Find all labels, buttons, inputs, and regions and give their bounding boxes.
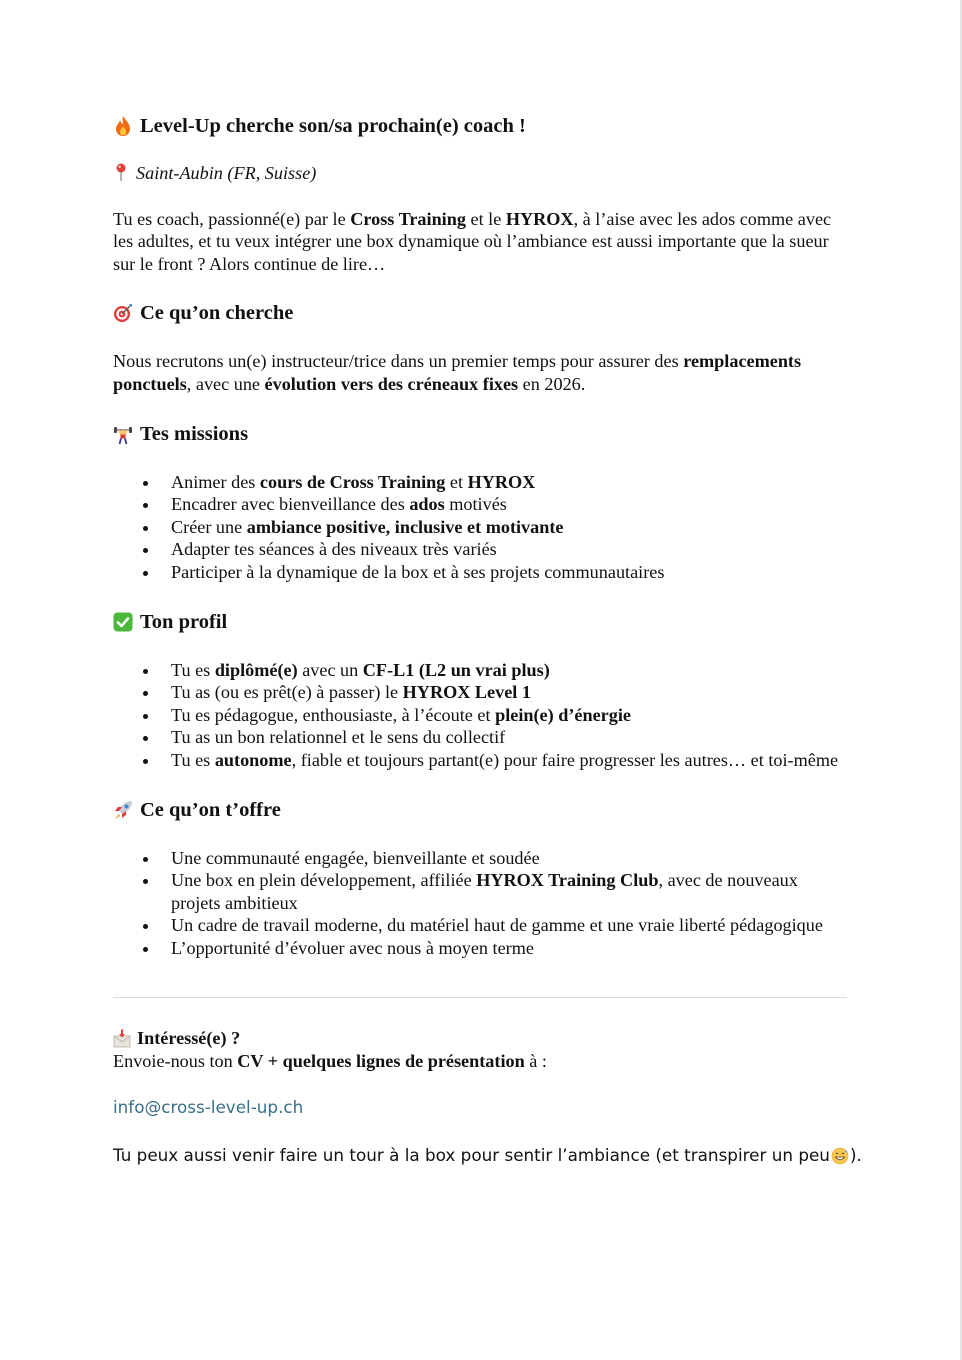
text-run: Tu as (ou es prêt(e) à passer) le	[171, 682, 403, 703]
closing-text: Tu peux aussi venir faire un tour à la box pour sentir l’ambiance (et transpirer un peu	[113, 1145, 830, 1166]
section-title-text: Ce qu’on t’offre	[140, 798, 281, 821]
check-mark-icon	[113, 611, 133, 633]
text-run: Une communauté engagée, bienveillante et soudée	[171, 847, 540, 868]
fire-icon	[113, 115, 133, 137]
bold-text: plein(e) d’énergie	[495, 704, 631, 725]
envelope-icon	[113, 1028, 131, 1050]
text-run: Tu es pédagogue, enthousiaste, à l’écoute et	[171, 704, 496, 725]
section-title-text: Ton profil	[140, 610, 228, 633]
document-body	[113, 112, 862, 1167]
profil-list	[113, 659, 849, 772]
list-item	[113, 471, 849, 494]
text-run: , fiable et toujours partant(e) pour faire progresser les autres… et toi-même	[291, 749, 839, 770]
text-run: et	[445, 471, 468, 492]
bold-text: ados	[409, 494, 445, 515]
bold-text: Cross Training	[350, 208, 466, 229]
text-run: Animer des	[171, 471, 260, 492]
list-item	[113, 914, 849, 937]
offre-list	[113, 847, 849, 960]
contact-line	[113, 1050, 849, 1073]
list-item	[113, 516, 849, 539]
section-title-cherche	[113, 299, 849, 327]
section-title-missions	[113, 420, 849, 448]
contact-title-text: Intéressé(e) ?	[137, 1028, 241, 1049]
weightlifter-icon	[113, 423, 133, 445]
text-run: avec un	[297, 659, 363, 680]
text-run: Créer une	[171, 516, 247, 537]
divider	[113, 997, 847, 998]
text-run: motivés	[444, 494, 507, 515]
text-run: Tu es	[171, 659, 215, 680]
location-text: Saint-Aubin (FR, Suisse)	[136, 163, 317, 183]
bold-text: HYROX	[505, 208, 574, 229]
contact-heading	[113, 1027, 849, 1050]
bold-text: ambiance positive, inclusive et motivante	[246, 516, 564, 537]
text-run: Envoie-nous ton	[113, 1051, 238, 1072]
text-run: L’opportunité d’évoluer avec nous à moyen terme	[171, 937, 534, 958]
text-run: Encadrer avec bienveillance des	[171, 494, 410, 515]
cherche-paragraph	[113, 350, 849, 395]
bold-text: HYROX	[467, 471, 536, 492]
list-item	[113, 847, 849, 870]
bold-text: remplacements ponctuels	[113, 351, 802, 394]
target-icon	[113, 302, 133, 324]
text-run: à :	[524, 1051, 547, 1072]
list-item	[113, 493, 849, 516]
text-run: Nous recrutons un(e) instructeur/trice dans un premier temps pour assurer des	[113, 351, 684, 372]
list-item	[113, 704, 849, 727]
list-item	[113, 869, 849, 914]
text-run: Tu es	[171, 749, 215, 770]
bold-text: HYROX Level 1	[402, 682, 531, 703]
text-run: Tu es coach, passionné(e) par le	[113, 208, 351, 229]
bold-text: autonome	[214, 749, 292, 770]
intro-paragraph	[113, 208, 849, 276]
closing-text-end: ).	[849, 1145, 862, 1166]
missions-list	[113, 471, 849, 584]
bold-text: évolution vers des créneaux fixes	[264, 373, 519, 394]
bold-text: diplômé(e)	[214, 659, 298, 680]
text-run: Une box en plein développement, affiliée	[171, 870, 477, 891]
email-link[interactable]	[113, 1096, 849, 1119]
email-link-text[interactable]: info@cross-level-up.ch	[113, 1096, 304, 1117]
rocket-icon	[113, 799, 133, 821]
section-title-profil	[113, 608, 849, 636]
text-run: Participer à la dynamique de la box et à ses projets communautaires	[171, 561, 665, 582]
list-item	[113, 726, 849, 749]
list-item	[113, 538, 849, 561]
section-title-offre	[113, 796, 849, 824]
grinning-sweat-icon	[831, 1147, 849, 1165]
list-item	[113, 937, 849, 960]
section-title-text: Ce qu’on cherche	[140, 302, 294, 325]
text-run: Adapter tes séances à des niveaux très variés	[171, 539, 497, 560]
bold-text: CV + quelques lignes de présentation	[237, 1051, 525, 1072]
text-run: en 2026.	[518, 373, 586, 394]
section-title-text: Tes missions	[140, 422, 249, 445]
text-run: Tu as un bon relationnel et le sens du collectif	[171, 727, 506, 748]
list-item	[113, 561, 849, 584]
text-run: , à l’aise avec les ados comme avec les adultes, et tu veux intégrer une box dynamique où l’ambiance est aussi importante que la sueur sur le front ? Alors continue de lire…	[113, 208, 832, 274]
title-text: Level-Up cherche son/sa prochain(e) coach !	[140, 115, 526, 137]
text-run: et le	[465, 208, 506, 229]
text-run: , avec une	[186, 373, 265, 394]
closing-paragraph	[113, 1144, 862, 1167]
bold-text: HYROX Training Club	[476, 870, 659, 891]
document-title	[113, 112, 849, 140]
bold-text: cours de Cross Training	[259, 471, 446, 492]
list-item	[113, 749, 849, 772]
list-item	[113, 659, 849, 682]
pin-icon	[113, 162, 129, 184]
text-run: Un cadre de travail moderne, du matériel haut de gamme et une vraie liberté pédagogique	[171, 915, 823, 936]
list-item	[113, 681, 849, 704]
text-run: , avec de nouveaux projets ambitieux	[171, 870, 798, 913]
bold-text: CF-L1 (L2 un vrai plus)	[362, 659, 550, 680]
location	[113, 162, 849, 185]
